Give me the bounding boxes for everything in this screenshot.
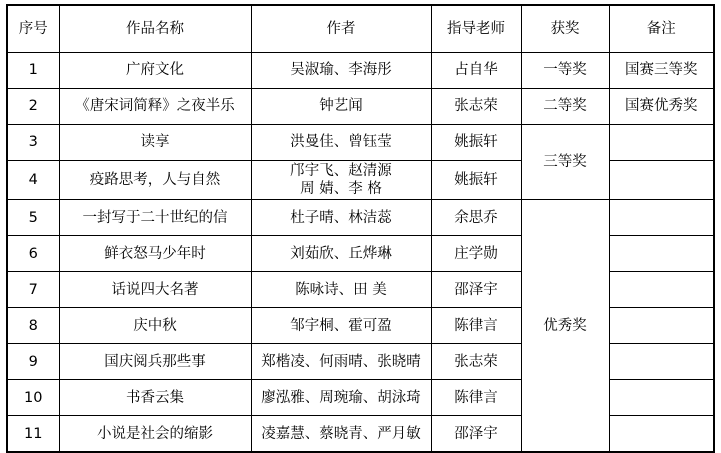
table-row xyxy=(7,125,714,161)
award-level: 二等奖 xyxy=(521,89,609,125)
work-author-line-2: 周 婧、李 格 xyxy=(300,181,382,198)
row-number: 4 xyxy=(7,161,59,200)
row-number: 5 xyxy=(7,200,59,236)
column-header-title: 作品名称 xyxy=(59,5,251,53)
award-level: 一等奖 xyxy=(521,53,609,89)
advising-teacher: 张志荣 xyxy=(431,344,521,380)
row-number: 2 xyxy=(7,89,59,125)
advising-teacher: 陈律言 xyxy=(431,380,521,416)
advising-teacher: 邵泽宇 xyxy=(431,416,521,453)
remark xyxy=(609,200,714,236)
row-number: 11 xyxy=(7,416,59,453)
advising-teacher: 占自华 xyxy=(431,53,521,89)
advising-teacher: 姚振轩 xyxy=(431,161,521,200)
work-title: 《唐宋词简释》之夜半乐 xyxy=(59,89,251,125)
work-title: 书香云集 xyxy=(59,380,251,416)
remark xyxy=(609,161,714,200)
award-level: 三等奖 xyxy=(521,125,609,200)
row-number: 3 xyxy=(7,125,59,161)
work-author: 钟艺闻 xyxy=(251,89,431,125)
remark: 国赛优秀奖 xyxy=(609,89,714,125)
work-title: 庆中秋 xyxy=(59,308,251,344)
remark xyxy=(609,380,714,416)
table-row xyxy=(7,53,714,89)
work-author: 廖泓雅、周琬瑜、胡泳琦 xyxy=(251,380,431,416)
remark: 国赛三等奖 xyxy=(609,53,714,89)
work-author: 杜子晴、林洁蕊 xyxy=(251,200,431,236)
work-author: 凌嘉慧、蔡晓青、严月敏 xyxy=(251,416,431,453)
work-title: 国庆阅兵那些事 xyxy=(59,344,251,380)
work-title: 一封写于二十世纪的信 xyxy=(59,200,251,236)
remark xyxy=(609,416,714,453)
work-author: 邹宇桐、霍可盈 xyxy=(251,308,431,344)
row-number: 8 xyxy=(7,308,59,344)
work-title: 读享 xyxy=(59,125,251,161)
advising-teacher: 陈律言 xyxy=(431,308,521,344)
work-author: 陈咏诗、田 美 xyxy=(251,272,431,308)
work-author xyxy=(251,161,431,200)
work-title: 话说四大名著 xyxy=(59,272,251,308)
table-header xyxy=(7,5,714,53)
award-level: 优秀奖 xyxy=(521,200,609,453)
row-number: 6 xyxy=(7,236,59,272)
work-title: 广府文化 xyxy=(59,53,251,89)
advising-teacher: 邵泽宇 xyxy=(431,272,521,308)
table-header-row xyxy=(7,5,714,53)
work-author: 洪曼佳、曾钰莹 xyxy=(251,125,431,161)
award-results-table xyxy=(6,4,715,453)
table-body xyxy=(7,53,714,453)
column-header-remark: 备注 xyxy=(609,5,714,53)
column-header-teacher: 指导老师 xyxy=(431,5,521,53)
row-number: 1 xyxy=(7,53,59,89)
column-header-award: 获奖 xyxy=(521,5,609,53)
remark xyxy=(609,236,714,272)
row-number: 9 xyxy=(7,344,59,380)
remark xyxy=(609,344,714,380)
work-title: 疫路思考，人与自然 xyxy=(59,161,251,200)
work-author: 吴淑瑜、李海彤 xyxy=(251,53,431,89)
work-title: 小说是社会的缩影 xyxy=(59,416,251,453)
remark xyxy=(609,125,714,161)
remark xyxy=(609,308,714,344)
work-author-line-1: 邝宇飞、赵清源 xyxy=(290,163,392,179)
advising-teacher: 张志荣 xyxy=(431,89,521,125)
advising-teacher: 庄学勋 xyxy=(431,236,521,272)
column-header-no: 序号 xyxy=(7,5,59,53)
advising-teacher: 姚振轩 xyxy=(431,125,521,161)
table-row xyxy=(7,200,714,236)
column-header-author: 作者 xyxy=(251,5,431,53)
table-row xyxy=(7,89,714,125)
work-author: 郑楷凌、何雨晴、张晓晴 xyxy=(251,344,431,380)
work-title: 鲜衣怒马少年时 xyxy=(59,236,251,272)
row-number: 7 xyxy=(7,272,59,308)
remark xyxy=(609,272,714,308)
work-author: 刘茹欣、丘烨琳 xyxy=(251,236,431,272)
row-number: 10 xyxy=(7,380,59,416)
advising-teacher: 余思乔 xyxy=(431,200,521,236)
